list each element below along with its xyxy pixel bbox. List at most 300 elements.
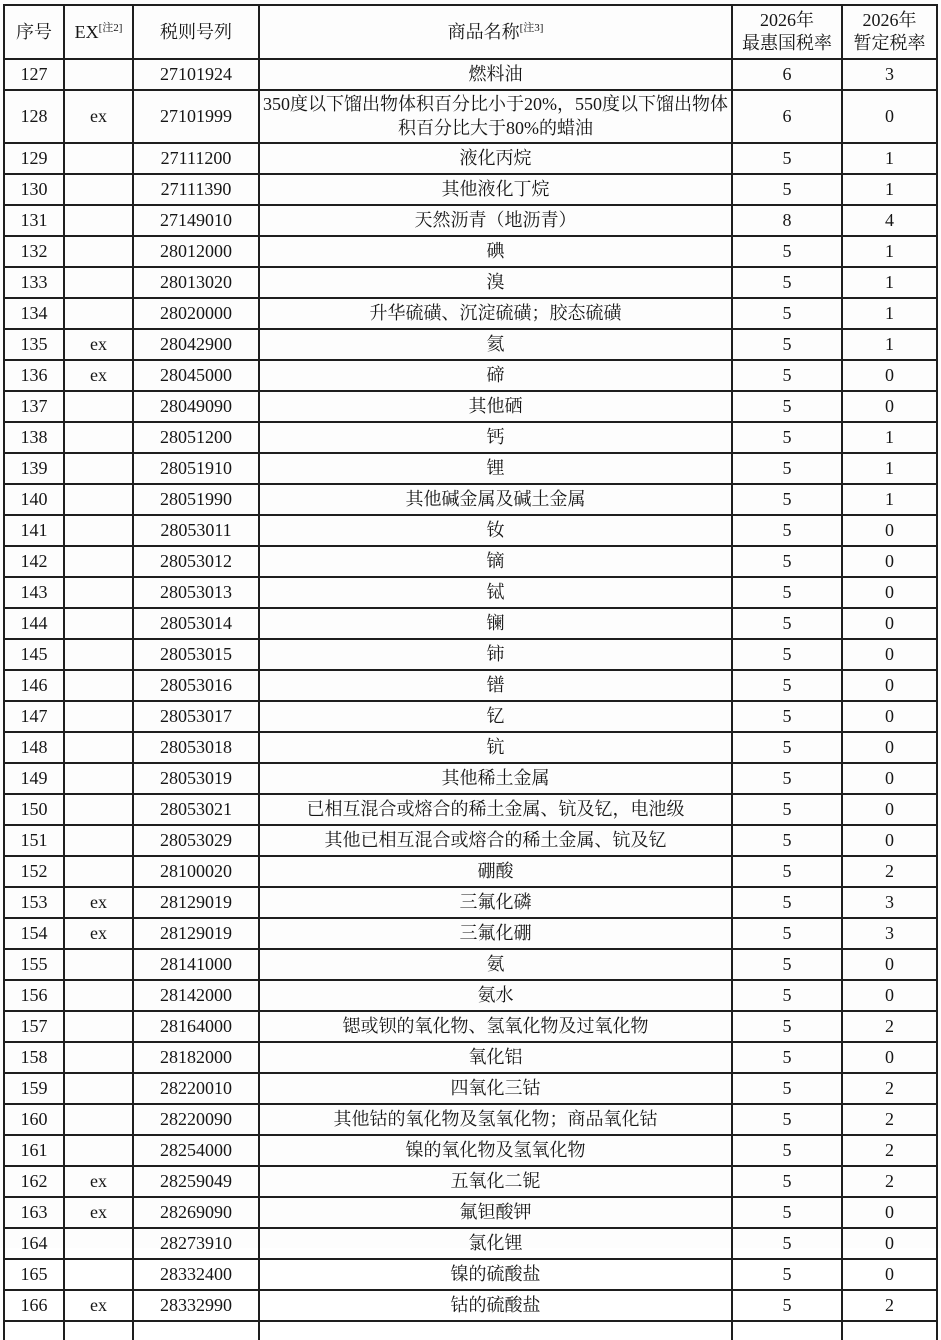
cell-ex-flag: [64, 422, 133, 453]
cell-provisional-rate: 1: [842, 422, 937, 453]
cell-mfn-rate: 5: [732, 329, 842, 360]
table-row: [4, 1166, 937, 1197]
cell-seq: 141: [4, 515, 64, 546]
cell-tariff-code: 28013020: [133, 267, 259, 298]
cell-seq: 138: [4, 422, 64, 453]
header-row: [4, 5, 937, 59]
cell-tariff-code: 28053019: [133, 763, 259, 794]
cell-product-name: 钪: [259, 732, 732, 763]
partial-cell: [259, 1321, 732, 1340]
cell-seq: 127: [4, 59, 64, 90]
partial-cell: [4, 1321, 64, 1340]
cell-mfn-rate: 5: [732, 1166, 842, 1197]
cell-product-name: 其他已相互混合或熔合的稀土金属、钪及钇: [259, 825, 732, 856]
cell-mfn-rate: 5: [732, 174, 842, 205]
cell-tariff-code: 28141000: [133, 949, 259, 980]
cell-provisional-rate: 0: [842, 1259, 937, 1290]
cell-tariff-code: 27111390: [133, 174, 259, 205]
cell-product-name: 氨: [259, 949, 732, 980]
table-row: [4, 825, 937, 856]
cell-product-name: 五氧化二铌: [259, 1166, 732, 1197]
cell-tariff-code: 28042900: [133, 329, 259, 360]
cell-product-name: 钴的硫酸盐: [259, 1290, 732, 1321]
table-row: [4, 1135, 937, 1166]
cell-provisional-rate: 0: [842, 546, 937, 577]
cell-product-name: 硼酸: [259, 856, 732, 887]
cell-seq: 150: [4, 794, 64, 825]
cell-product-name: 氧化铝: [259, 1042, 732, 1073]
cell-tariff-code: 28053021: [133, 794, 259, 825]
cell-mfn-rate: 5: [732, 701, 842, 732]
cell-provisional-rate: 0: [842, 90, 937, 143]
cell-seq: 156: [4, 980, 64, 1011]
cell-tariff-code: 28164000: [133, 1011, 259, 1042]
cell-seq: 143: [4, 577, 64, 608]
header-seq: 序号: [4, 5, 64, 59]
cell-provisional-rate: 2: [842, 856, 937, 887]
cell-tariff-code: 28049090: [133, 391, 259, 422]
cell-mfn-rate: 5: [732, 422, 842, 453]
cell-tariff-code: 28053029: [133, 825, 259, 856]
cell-provisional-rate: 0: [842, 794, 937, 825]
table-row: [4, 59, 937, 90]
cell-mfn-rate: 5: [732, 236, 842, 267]
table-row: [4, 267, 937, 298]
header-provisional-rate-line1: 2026年: [862, 9, 917, 30]
cell-mfn-rate: 5: [732, 267, 842, 298]
table-row: [4, 918, 937, 949]
cell-seq: 152: [4, 856, 64, 887]
cell-mfn-rate: 5: [732, 453, 842, 484]
cell-tariff-code: 28273910: [133, 1228, 259, 1259]
cell-ex-flag: [64, 608, 133, 639]
cell-mfn-rate: 5: [732, 670, 842, 701]
cell-product-name: 三氟化磷: [259, 887, 732, 918]
cell-ex-flag: [64, 546, 133, 577]
cell-ex-flag: ex: [64, 90, 133, 143]
cell-ex-flag: [64, 515, 133, 546]
cell-product-name: 氨水: [259, 980, 732, 1011]
cell-mfn-rate: 5: [732, 143, 842, 174]
header-mfn-rate: [732, 5, 842, 59]
cell-mfn-rate: 5: [732, 887, 842, 918]
cell-tariff-code: 28051200: [133, 422, 259, 453]
cell-provisional-rate: 1: [842, 143, 937, 174]
cell-ex-flag: [64, 1073, 133, 1104]
cell-ex-flag: [64, 205, 133, 236]
cell-mfn-rate: 5: [732, 1135, 842, 1166]
cell-tariff-code: 27111200: [133, 143, 259, 174]
table-row: [4, 391, 937, 422]
header-mfn-rate-line2: 最惠国税率: [742, 33, 832, 53]
cell-provisional-rate: 0: [842, 608, 937, 639]
cell-mfn-rate: 6: [732, 59, 842, 90]
table-row: [4, 577, 937, 608]
cell-ex-flag: [64, 825, 133, 856]
cell-mfn-rate: 5: [732, 360, 842, 391]
partial-cell: [133, 1321, 259, 1340]
cell-seq: 129: [4, 143, 64, 174]
cell-ex-flag: [64, 1042, 133, 1073]
cell-mfn-rate: 5: [732, 825, 842, 856]
partial-cell: [732, 1321, 842, 1340]
cell-mfn-rate: 5: [732, 608, 842, 639]
cell-product-name: 其他稀土金属: [259, 763, 732, 794]
cell-tariff-code: 27101924: [133, 59, 259, 90]
cell-ex-flag: [64, 856, 133, 887]
cell-seq: 151: [4, 825, 64, 856]
table-row: [4, 546, 937, 577]
table-row: [4, 1073, 937, 1104]
cell-provisional-rate: 2: [842, 1073, 937, 1104]
header-ex-label: EX: [74, 21, 99, 42]
cell-tariff-code: 28269090: [133, 1197, 259, 1228]
cell-tariff-code: 28182000: [133, 1042, 259, 1073]
table-row: [4, 856, 937, 887]
cell-mfn-rate: 5: [732, 1228, 842, 1259]
cell-provisional-rate: 1: [842, 329, 937, 360]
cell-provisional-rate: 0: [842, 577, 937, 608]
cell-mfn-rate: 5: [732, 639, 842, 670]
ex-note-superscript: [注2]: [98, 21, 123, 34]
table-row: [4, 90, 937, 143]
cell-seq: 135: [4, 329, 64, 360]
cell-mfn-rate: 5: [732, 1104, 842, 1135]
table-row: [4, 298, 937, 329]
cell-seq: 148: [4, 732, 64, 763]
cell-mfn-rate: 5: [732, 794, 842, 825]
table-row: [4, 1197, 937, 1228]
cell-provisional-rate: 3: [842, 887, 937, 918]
cell-mfn-rate: 5: [732, 1042, 842, 1073]
cell-product-name: 碘: [259, 236, 732, 267]
partial-cell: [842, 1321, 937, 1340]
cell-ex-flag: ex: [64, 360, 133, 391]
cell-provisional-rate: 0: [842, 670, 937, 701]
cell-tariff-code: 28012000: [133, 236, 259, 267]
cell-mfn-rate: 5: [732, 856, 842, 887]
table-row: [4, 174, 937, 205]
cell-provisional-rate: 0: [842, 763, 937, 794]
table-row: [4, 670, 937, 701]
cell-product-name: 其他碱金属及碱土金属: [259, 484, 732, 515]
cell-ex-flag: [64, 701, 133, 732]
table-row: [4, 1011, 937, 1042]
cell-provisional-rate: 0: [842, 732, 937, 763]
cell-tariff-code: 28020000: [133, 298, 259, 329]
cell-product-name: 镍的硫酸盐: [259, 1259, 732, 1290]
cell-tariff-code: 28045000: [133, 360, 259, 391]
cell-ex-flag: [64, 236, 133, 267]
table-row: [4, 701, 937, 732]
cell-ex-flag: [64, 453, 133, 484]
table-row: [4, 453, 937, 484]
cell-seq: 131: [4, 205, 64, 236]
table-row: [4, 794, 937, 825]
cell-provisional-rate: 2: [842, 1135, 937, 1166]
cell-product-name: 镧: [259, 608, 732, 639]
table-row: [4, 143, 937, 174]
cell-mfn-rate: 5: [732, 949, 842, 980]
cell-ex-flag: [64, 391, 133, 422]
cell-provisional-rate: 0: [842, 825, 937, 856]
cell-mfn-rate: 5: [732, 484, 842, 515]
cell-mfn-rate: 5: [732, 546, 842, 577]
cell-product-name: 升华硫磺、沉淀硫磺；胶态硫磺: [259, 298, 732, 329]
cell-seq: 139: [4, 453, 64, 484]
cell-product-name: 燃料油: [259, 59, 732, 90]
cell-ex-flag: [64, 1259, 133, 1290]
cell-provisional-rate: 0: [842, 980, 937, 1011]
cell-product-name: 钇: [259, 701, 732, 732]
cell-provisional-rate: 0: [842, 515, 937, 546]
cell-seq: 162: [4, 1166, 64, 1197]
table-row: [4, 360, 937, 391]
cell-seq: 165: [4, 1259, 64, 1290]
table-row: [4, 763, 937, 794]
cell-provisional-rate: 1: [842, 267, 937, 298]
cell-tariff-code: 28332400: [133, 1259, 259, 1290]
cell-product-name: 锂: [259, 453, 732, 484]
cell-provisional-rate: 0: [842, 1042, 937, 1073]
table-row: [4, 1290, 937, 1321]
cell-mfn-rate: 5: [732, 1197, 842, 1228]
cell-tariff-code: 28053014: [133, 608, 259, 639]
cell-tariff-code: 28051910: [133, 453, 259, 484]
cell-provisional-rate: 0: [842, 1197, 937, 1228]
header-tariff-code: 税则号列: [133, 5, 259, 59]
cell-mfn-rate: 5: [732, 391, 842, 422]
header-ex: [64, 5, 133, 59]
cell-seq: 153: [4, 887, 64, 918]
cell-tariff-code: 27149010: [133, 205, 259, 236]
cell-tariff-code: 28254000: [133, 1135, 259, 1166]
cell-product-name: 氟钽酸钾: [259, 1197, 732, 1228]
table-row: [4, 422, 937, 453]
cell-ex-flag: ex: [64, 1290, 133, 1321]
cell-tariff-code: 28220090: [133, 1104, 259, 1135]
table-row: [4, 732, 937, 763]
cell-tariff-code: 28053015: [133, 639, 259, 670]
cell-seq: 161: [4, 1135, 64, 1166]
cell-seq: 132: [4, 236, 64, 267]
cell-ex-flag: [64, 1135, 133, 1166]
header-product-name: [259, 5, 732, 59]
cell-tariff-code: 28053016: [133, 670, 259, 701]
cell-mfn-rate: 8: [732, 205, 842, 236]
cell-provisional-rate: 0: [842, 360, 937, 391]
cell-ex-flag: ex: [64, 329, 133, 360]
cell-provisional-rate: 2: [842, 1011, 937, 1042]
cell-tariff-code: 28051990: [133, 484, 259, 515]
cell-product-name: 三氟化硼: [259, 918, 732, 949]
cell-provisional-rate: 2: [842, 1104, 937, 1135]
cell-provisional-rate: 0: [842, 1228, 937, 1259]
cell-mfn-rate: 5: [732, 577, 842, 608]
cell-seq: 163: [4, 1197, 64, 1228]
table-row: [4, 1104, 937, 1135]
cell-product-name: 已相互混合或熔合的稀土金属、钪及钇，电池级: [259, 794, 732, 825]
cell-mfn-rate: 5: [732, 763, 842, 794]
header-mfn-rate-line1: 2026年: [760, 9, 814, 30]
cell-ex-flag: [64, 1104, 133, 1135]
table-row: [4, 639, 937, 670]
cell-ex-flag: [64, 980, 133, 1011]
cell-tariff-code: 28053018: [133, 732, 259, 763]
cell-seq: 134: [4, 298, 64, 329]
cell-seq: 160: [4, 1104, 64, 1135]
cell-product-name: 四氧化三钴: [259, 1073, 732, 1104]
table-row: [4, 236, 937, 267]
cell-mfn-rate: 5: [732, 1073, 842, 1104]
cell-tariff-code: 28220010: [133, 1073, 259, 1104]
cell-ex-flag: [64, 174, 133, 205]
cell-ex-flag: [64, 639, 133, 670]
cell-tariff-code: 28053013: [133, 577, 259, 608]
partial-cell: [64, 1321, 133, 1340]
cell-ex-flag: [64, 298, 133, 329]
cell-ex-flag: [64, 143, 133, 174]
cell-ex-flag: [64, 763, 133, 794]
cell-provisional-rate: 3: [842, 59, 937, 90]
cell-seq: 149: [4, 763, 64, 794]
cell-product-name: 铈: [259, 639, 732, 670]
cell-mfn-rate: 5: [732, 980, 842, 1011]
cell-product-name: 碲: [259, 360, 732, 391]
cell-seq: 146: [4, 670, 64, 701]
cell-seq: 133: [4, 267, 64, 298]
cell-product-name: 其他硒: [259, 391, 732, 422]
cell-mfn-rate: 5: [732, 732, 842, 763]
cell-tariff-code: 27101999: [133, 90, 259, 143]
cell-ex-flag: [64, 484, 133, 515]
cell-provisional-rate: 1: [842, 484, 937, 515]
cell-mfn-rate: 5: [732, 515, 842, 546]
table-row: [4, 515, 937, 546]
table-row: [4, 484, 937, 515]
cell-provisional-rate: 0: [842, 701, 937, 732]
cell-seq: 158: [4, 1042, 64, 1073]
cell-product-name: 氦: [259, 329, 732, 360]
cell-ex-flag: [64, 59, 133, 90]
cell-provisional-rate: 2: [842, 1290, 937, 1321]
cell-ex-flag: [64, 267, 133, 298]
cell-product-name: 氯化锂: [259, 1228, 732, 1259]
table-row: [4, 949, 937, 980]
product-name-note-superscript: [注3]: [519, 21, 544, 34]
cell-product-name: 350度以下馏出物体积百分比小于20%，550度以下馏出物体积百分比大于80%的蜡油: [259, 90, 732, 143]
cell-product-name: 钕: [259, 515, 732, 546]
table-row: [4, 1042, 937, 1073]
cell-tariff-code: 28053011: [133, 515, 259, 546]
cell-seq: 157: [4, 1011, 64, 1042]
cell-product-name: 锶或钡的氧化物、氢氧化物及过氧化物: [259, 1011, 732, 1042]
cell-seq: 144: [4, 608, 64, 639]
table-row: [4, 608, 937, 639]
cell-tariff-code: 28129019: [133, 887, 259, 918]
cell-ex-flag: [64, 1228, 133, 1259]
cell-tariff-code: 28053017: [133, 701, 259, 732]
cell-seq: 128: [4, 90, 64, 143]
cell-ex-flag: [64, 1011, 133, 1042]
table-row: [4, 1259, 937, 1290]
table-row: [4, 980, 937, 1011]
cell-seq: 136: [4, 360, 64, 391]
partial-table-row: [4, 1321, 937, 1340]
cell-ex-flag: [64, 949, 133, 980]
cell-product-name: 镝: [259, 546, 732, 577]
cell-product-name: 液化丙烷: [259, 143, 732, 174]
cell-tariff-code: 28129019: [133, 918, 259, 949]
cell-seq: 145: [4, 639, 64, 670]
table-row: [4, 1228, 937, 1259]
cell-seq: 154: [4, 918, 64, 949]
cell-mfn-rate: 6: [732, 90, 842, 143]
cell-ex-flag: [64, 794, 133, 825]
table-row: [4, 329, 937, 360]
cell-product-name: 溴: [259, 267, 732, 298]
cell-ex-flag: [64, 670, 133, 701]
cell-mfn-rate: 5: [732, 1290, 842, 1321]
cell-product-name: 钙: [259, 422, 732, 453]
cell-product-name: 其他钴的氧化物及氢氧化物；商品氧化钴: [259, 1104, 732, 1135]
cell-provisional-rate: 0: [842, 949, 937, 980]
cell-tariff-code: 28100020: [133, 856, 259, 887]
cell-tariff-code: 28259049: [133, 1166, 259, 1197]
cell-tariff-code: 28332990: [133, 1290, 259, 1321]
cell-ex-flag: [64, 732, 133, 763]
header-product-name-label: 商品名称: [447, 21, 520, 42]
cell-product-name: 镨: [259, 670, 732, 701]
cell-seq: 147: [4, 701, 64, 732]
cell-seq: 164: [4, 1228, 64, 1259]
cell-provisional-rate: 2: [842, 1166, 937, 1197]
cell-product-name: 铽: [259, 577, 732, 608]
cell-ex-flag: ex: [64, 1166, 133, 1197]
cell-product-name: 天然沥青（地沥青）: [259, 205, 732, 236]
cell-provisional-rate: 4: [842, 205, 937, 236]
cell-ex-flag: ex: [64, 918, 133, 949]
tariff-table: [3, 4, 938, 1340]
cell-tariff-code: 28053012: [133, 546, 259, 577]
cell-seq: 155: [4, 949, 64, 980]
cell-seq: 137: [4, 391, 64, 422]
cell-ex-flag: ex: [64, 887, 133, 918]
cell-ex-flag: ex: [64, 1197, 133, 1228]
cell-mfn-rate: 5: [732, 298, 842, 329]
cell-provisional-rate: 0: [842, 639, 937, 670]
cell-product-name: 镍的氧化物及氢氧化物: [259, 1135, 732, 1166]
cell-seq: 140: [4, 484, 64, 515]
cell-product-name: 其他液化丁烷: [259, 174, 732, 205]
cell-provisional-rate: 0: [842, 391, 937, 422]
cell-provisional-rate: 3: [842, 918, 937, 949]
cell-tariff-code: 28142000: [133, 980, 259, 1011]
cell-seq: 142: [4, 546, 64, 577]
cell-provisional-rate: 1: [842, 453, 937, 484]
cell-seq: 166: [4, 1290, 64, 1321]
cell-mfn-rate: 5: [732, 918, 842, 949]
cell-provisional-rate: 1: [842, 174, 937, 205]
cell-mfn-rate: 5: [732, 1259, 842, 1290]
cell-ex-flag: [64, 577, 133, 608]
cell-seq: 130: [4, 174, 64, 205]
cell-seq: 159: [4, 1073, 64, 1104]
cell-provisional-rate: 1: [842, 236, 937, 267]
table-row: [4, 205, 937, 236]
table-row: [4, 887, 937, 918]
header-provisional-rate-line2: 暂定税率: [853, 33, 926, 53]
